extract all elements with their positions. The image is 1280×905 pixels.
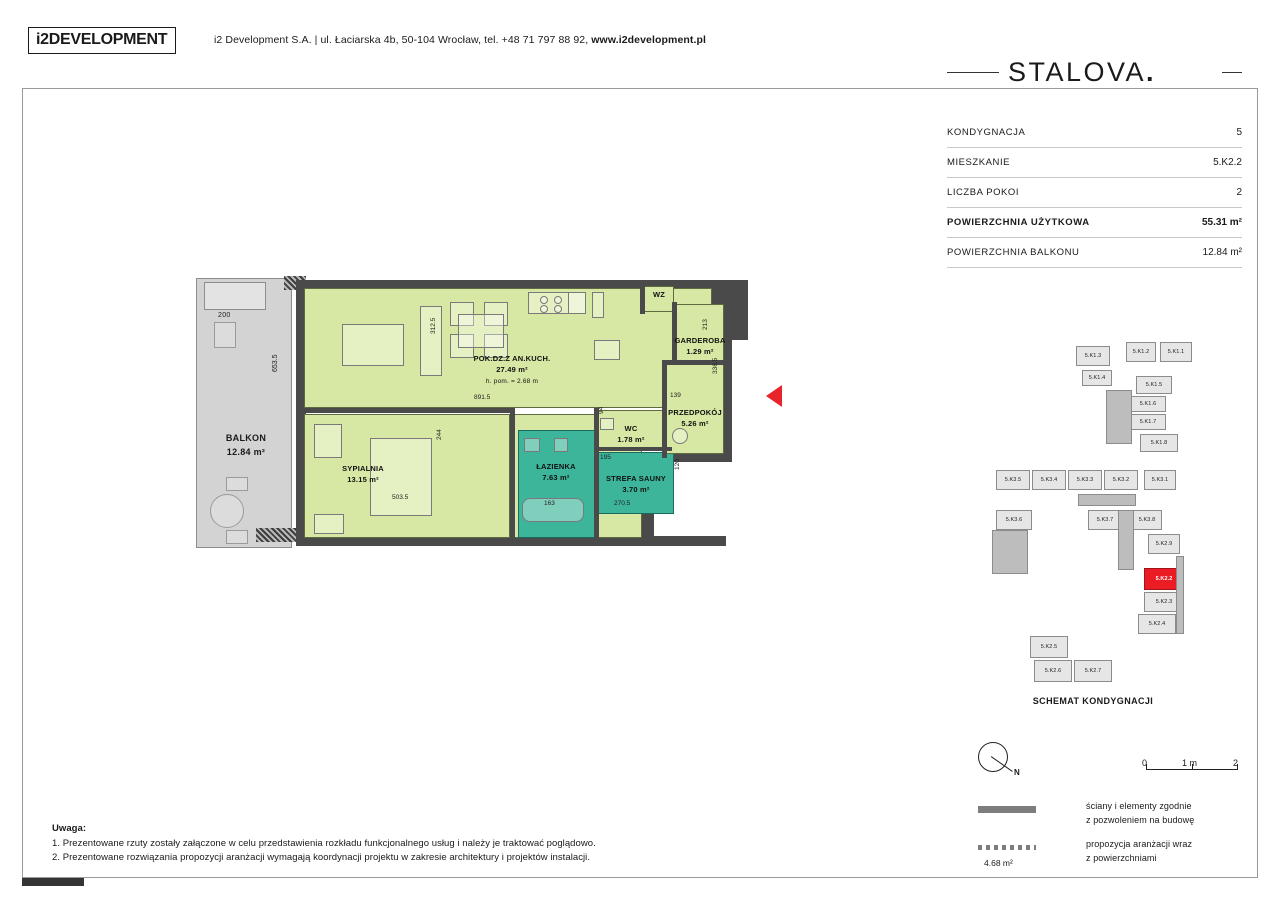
dim-sauna-width: 270.5 [614,500,631,507]
dim-bedroom-height: 244 [436,429,443,440]
company-contact-line [214,34,706,46]
spec-value: 5.K2.2 [1213,157,1242,168]
room-name: ŁAZIENKA [536,462,576,471]
company-address: i2 Development S.A. | ul. Łaciarska 4b, 50-104 Wrocław, tel. +48 71 797 88 92, [214,34,592,46]
spec-key: POWIERZCHNIA BALKONU [947,247,1080,258]
scheme-unit[interactable]: 5.K3.2 [1104,470,1138,490]
spec-row-mieszkanie [947,148,1242,178]
project-title-dot: . [1146,57,1157,87]
scale-ticks [1140,758,1244,770]
room-area: 13.15 m² [347,474,379,484]
balcony-area-value: 12.84 m² [226,446,266,457]
dim-wc-width: 195 [600,454,611,461]
legend-line-1: propozycja aranżacji wraz [1086,839,1193,849]
furniture-hob [540,305,548,313]
scheme-unit[interactable]: 5.K1.5 [1136,376,1172,394]
dim-balcony-height: 653.5 [272,354,279,372]
room-name: POK.DZ.Z AN.KUCH. [473,354,551,363]
dim-hall-horizontal: 139 [670,392,681,399]
label-sauna [596,474,676,496]
scheme-unit[interactable]: 5.K1.7 [1130,414,1166,430]
furniture-fridge [592,292,604,318]
room-area: 27.49 m² [496,364,528,374]
scheme-core [992,530,1028,574]
dim-sauna-height: 120 [674,459,681,470]
note-title: Uwaga: [52,823,87,834]
dim-bath-width: 163 [544,500,555,507]
spec-row-kondygnacja [947,118,1242,148]
furniture-wardrobe [314,424,342,458]
label-garderoba [668,336,732,358]
title-rule-right [1222,72,1242,73]
scheme-unit[interactable]: 5.K1.3 [1076,346,1110,366]
dim-balcony-width: 200 [218,312,231,319]
balcony-name: BALKON [225,433,267,443]
dim-bedroom-width: 503.5 [392,494,409,501]
scheme-core [1106,390,1132,444]
legend-text-walls [1086,800,1194,827]
furniture-hob [554,296,562,304]
legend-row-arrangement [978,838,1248,876]
legend-swatch-solid-icon [978,806,1036,813]
scheme-corridor [1078,494,1136,506]
room-name: GARDEROBA [674,336,726,345]
compass-icon [978,742,1022,786]
spec-key: POWIERZCHNIA UŻYTKOWA [947,217,1090,228]
room-area: 7.63 m² [542,472,570,482]
spec-value: 2 [1236,187,1242,198]
room-area: 1.29 m² [686,346,714,356]
balcony-label [204,432,288,459]
scheme-unit[interactable]: 5.K1.1 [1160,342,1192,362]
floor-scheme [978,330,1208,690]
logo-i2: i2 [36,31,49,48]
project-title-text: STALOVA [1008,57,1147,87]
compass-north-label: N [1014,768,1020,777]
room-name: PRZEDPOKÓJ [668,408,722,417]
footer-note [52,822,852,866]
scheme-unit[interactable]: 5.K3.6 [996,510,1032,530]
interior-wall [304,408,510,413]
spec-row-liczba-pokoi [947,178,1242,208]
note-line-2: 2. Prezentowane rozwiązania propozycji aranżacji wymagają koordynacji projektu w zakresie architektury i projektów instalacji. [52,852,591,864]
title-rule-left [947,72,999,73]
room-name: WC [624,424,638,433]
legend-line-1: ściany i elementy zgodnie [1086,801,1192,811]
room-name: WZ [652,290,666,299]
scheme-unit[interactable]: 5.K1.6 [1130,396,1166,412]
interior-wall [594,447,672,451]
dim-wardrobe: 213 [702,319,709,330]
corner-mark [22,878,84,886]
scheme-unit[interactable]: 5.K1.4 [1082,370,1112,386]
scheme-unit[interactable]: 5.K3.7 [1088,510,1122,530]
interior-wall [640,282,645,314]
spec-row-powierzchnia-balkonu [947,238,1242,268]
label-living-kitchen [432,354,592,387]
balcony-chair [226,530,248,544]
scheme-unit[interactable]: 5.K3.3 [1068,470,1102,490]
furniture-rug [342,324,404,366]
scheme-unit[interactable]: 5.K2.4 [1138,614,1176,634]
furniture-sink [594,340,620,360]
scheme-unit[interactable]: 5.K2.5 [1030,636,1068,658]
entrance-arrow-icon [766,385,782,407]
scheme-unit[interactable]: 5.K1.2 [1126,342,1156,362]
scheme-unit-highlighted[interactable]: 5.K2.2 [1144,568,1184,590]
company-logo [28,27,176,54]
spec-key: KONDYGNACJA [947,127,1026,138]
balcony-table [210,494,244,528]
dim-living-height: 312.5 [430,317,437,334]
label-bedroom [308,464,418,486]
furniture-wc-bowl [554,438,568,452]
scheme-unit[interactable]: 5.K2.3 [1144,592,1184,612]
scale-label-1: 1 m [1182,758,1198,768]
spec-value: 55.31 m² [1201,217,1242,228]
room-area: 1.78 m² [617,434,645,444]
room-name: STREFA SAUNY [605,474,667,483]
furniture-oven [568,292,586,314]
spec-row-powierzchnia-uzytkowa [947,208,1242,238]
label-bathroom [514,462,598,484]
project-title [1008,57,1156,88]
dim-living-width: 891.5 [474,394,491,401]
label-wc [600,424,662,446]
scale-bar [1140,758,1244,770]
scheme-core [1118,510,1134,570]
label-przedpokoj [658,408,732,430]
furniture-washbasin [524,438,540,452]
room-area: 5.26 m² [681,418,709,428]
scheme-unit[interactable]: 5.K1.8 [1140,434,1178,452]
spec-table [947,118,1242,268]
spec-key: LICZBA POKOI [947,187,1020,198]
scheme-unit[interactable]: 5.K2.6 [1034,660,1072,682]
furniture-desk [314,514,344,534]
scale-label-0: 0 [1142,758,1148,768]
room-height: h. pom. = 2.68 m [485,377,539,385]
floor-plan [196,272,766,552]
scheme-unit[interactable]: 5.K3.1 [1144,470,1176,490]
balcony-rail [204,282,266,310]
company-website: www.i2development.pl [591,34,707,46]
legend [978,800,1248,876]
furniture-dining-table [458,314,504,348]
room-name: SYPIALNIA [342,464,384,473]
balcony-chair [226,477,248,491]
legend-text-arrangement [1086,838,1192,865]
room-area: 3.70 m² [622,484,650,494]
legend-area-value: 4.68 m² [984,858,1013,868]
scheme-unit[interactable]: 5.K3.5 [996,470,1030,490]
dim-hall-vertical: 336.5 [712,357,719,374]
scheme-core [1176,556,1184,634]
legend-line-2: z pozwoleniem na budowę [1086,814,1195,825]
scale-label-2: 2 [1233,758,1239,768]
legend-row-walls [978,800,1248,838]
legend-line-2: z powierzchniami [1086,852,1157,863]
spec-value: 12.84 m² [1202,247,1242,258]
spec-key: MIESZKANIE [947,157,1011,168]
furniture-hob [540,296,548,304]
label-wz [646,290,672,301]
floor-scheme-caption: SCHEMAT KONDYGNACJI [1032,696,1154,706]
note-line-1: 1. Prezentowane rzuty zostały załączone w celu przedstawienia rozkładu funkcjonalnego usług i należy je traktować poglądowo. [52,837,596,849]
furniture-basin-round [672,428,688,444]
legend-swatch-dashed-icon [978,845,1036,850]
scheme-unit[interactable]: 5.K2.9 [1148,534,1180,554]
furniture-hob [554,305,562,313]
dim-wc-height: 94 [598,406,605,414]
logo-word: DEVELOPMENT [48,31,168,48]
scheme-unit[interactable]: 5.K3.4 [1032,470,1066,490]
spec-value: 5 [1236,127,1242,138]
balcony-chair [214,322,236,348]
scheme-unit[interactable]: 5.K3.8 [1132,510,1162,530]
scheme-unit[interactable]: 5.K2.7 [1074,660,1112,682]
